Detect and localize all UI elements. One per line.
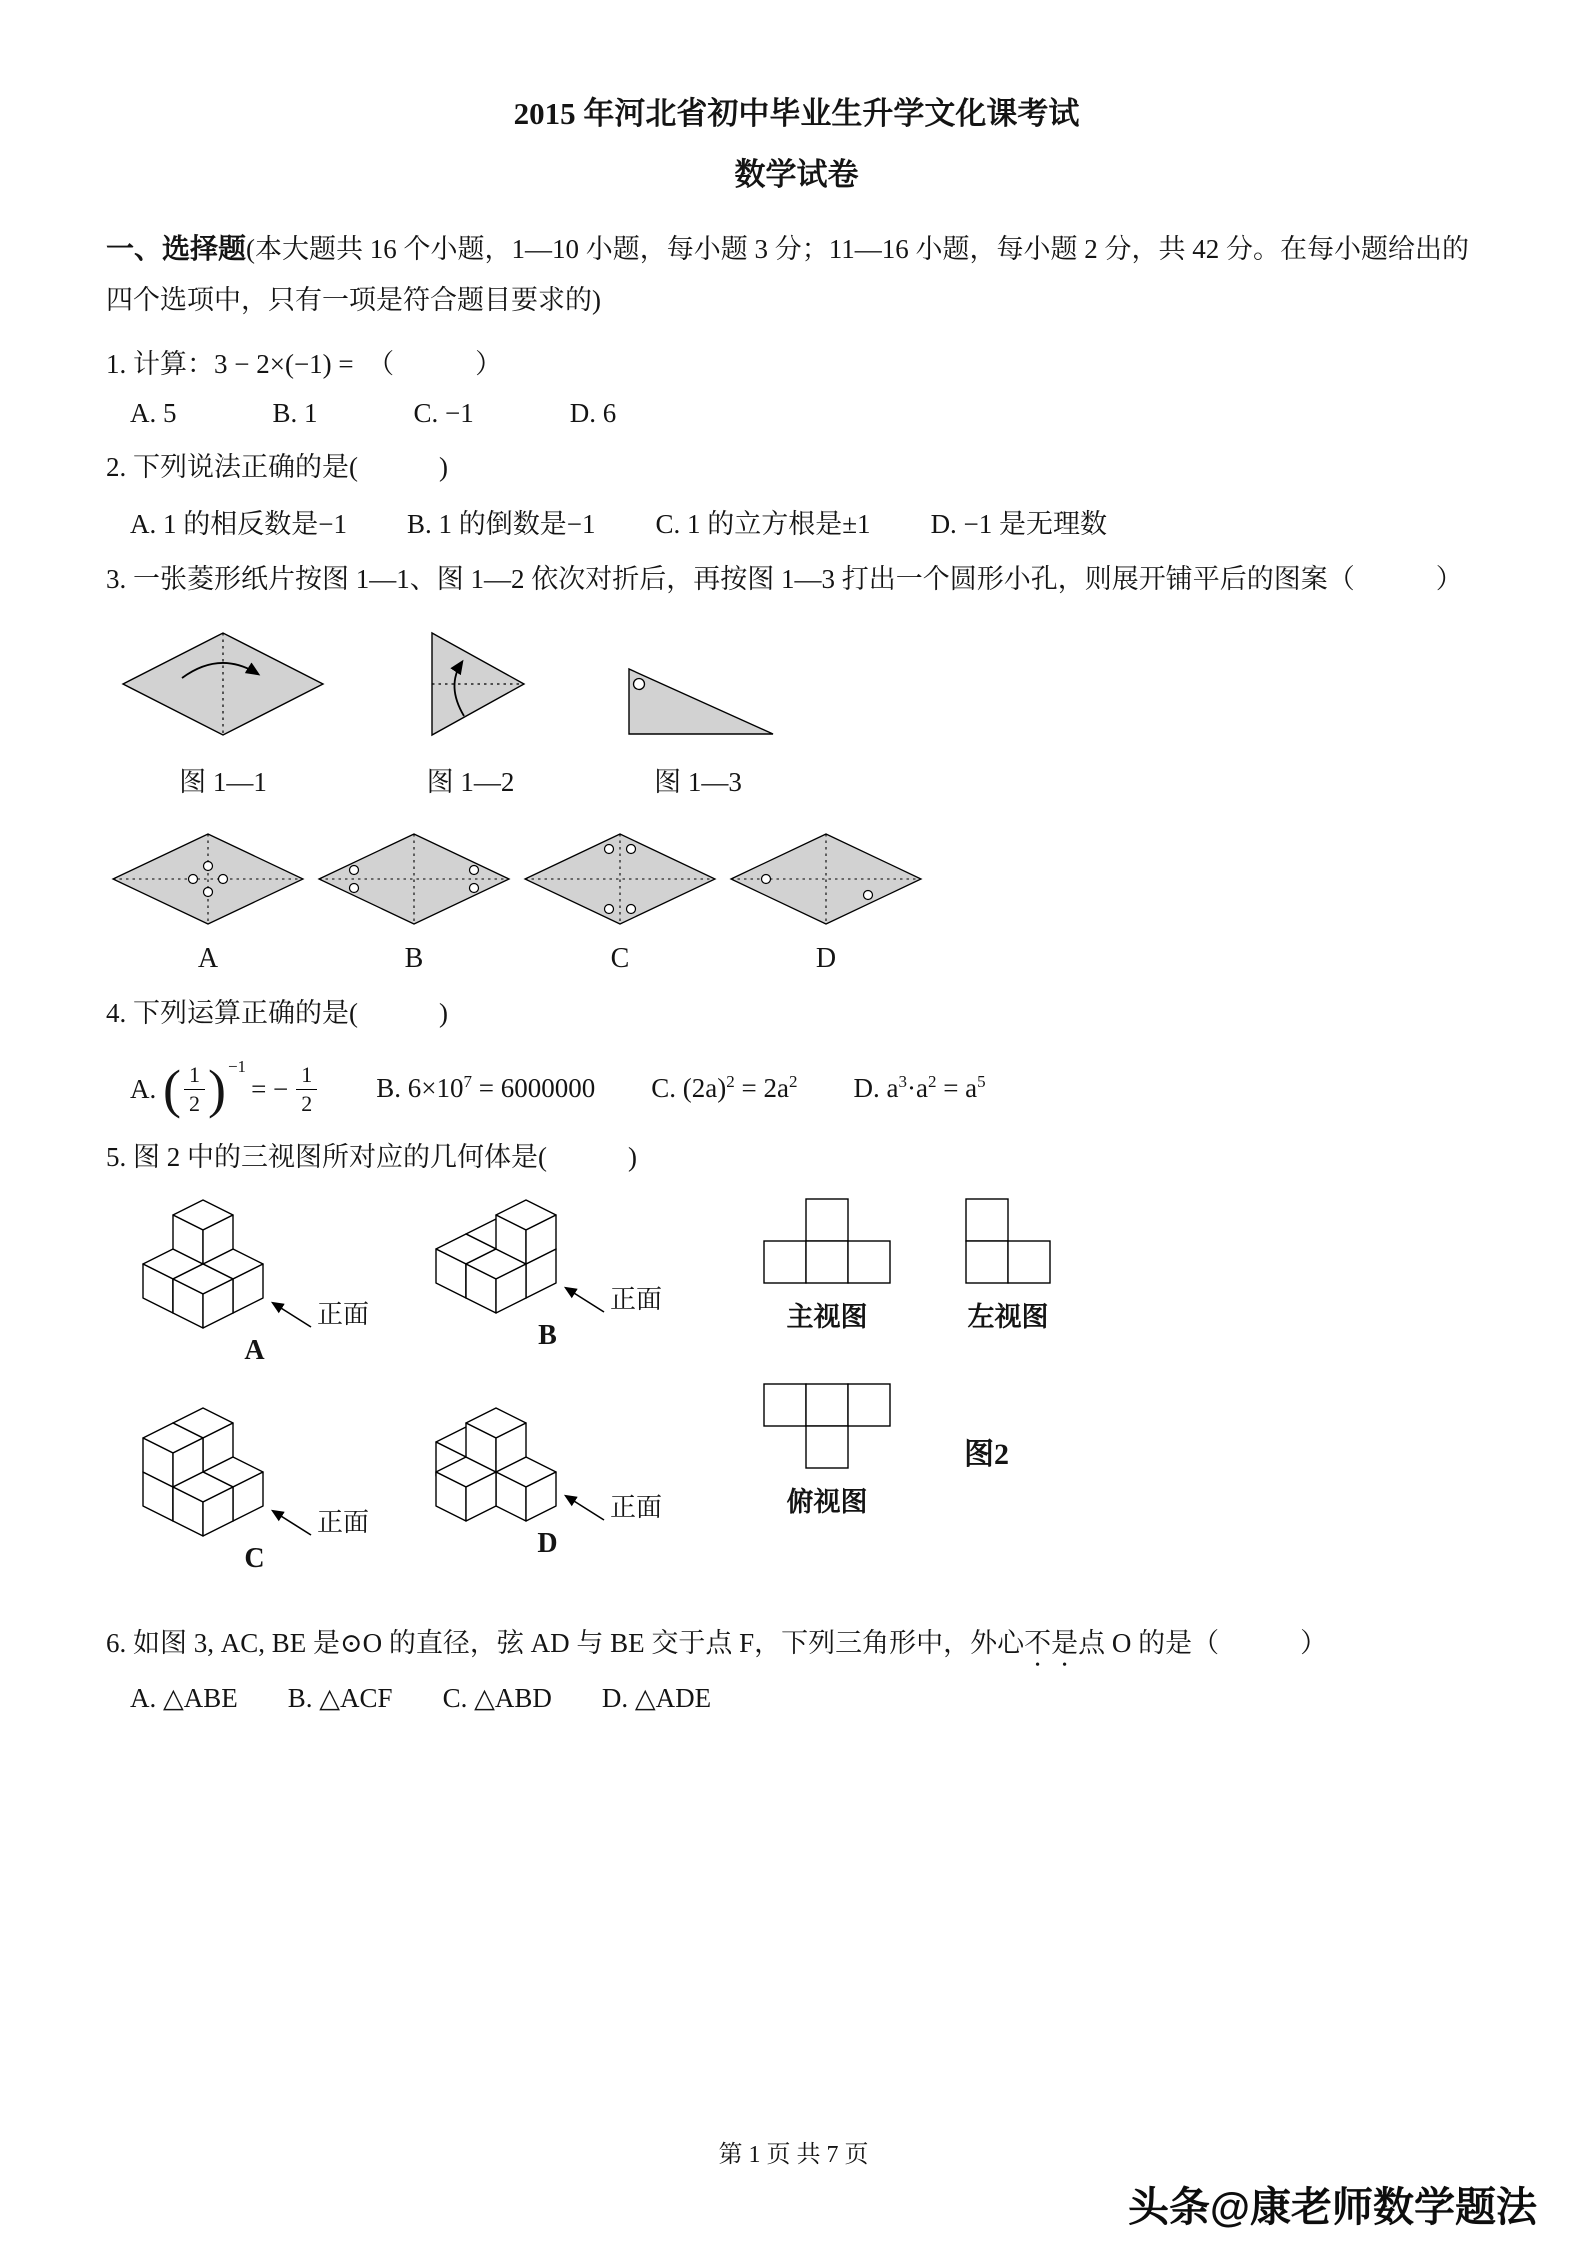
- front-arrow-icon: [557, 1282, 609, 1316]
- solid-letter-b: B: [538, 1320, 557, 1352]
- views-bottom-row: [762, 1382, 1052, 1519]
- section-1-title: 一、选择题: [106, 234, 247, 265]
- q3-option-figure-a: [108, 829, 308, 975]
- solid-figure-d: [433, 1405, 662, 1575]
- fraction-denominator: 2: [188, 1091, 200, 1117]
- q1-option-a: A. 5: [130, 398, 177, 429]
- fraction-denominator: 2: [301, 1091, 313, 1117]
- big-paren-close: ): [207, 1058, 226, 1119]
- expression-text: D. a: [853, 1072, 899, 1103]
- front-face-label: 正面: [317, 1508, 370, 1538]
- question-2-text: 2. 下列说法正确的是( ): [106, 452, 448, 483]
- q4-option-d: [853, 1072, 985, 1104]
- q2-option-a: A. 1 的相反数是−1: [130, 508, 347, 539]
- question-1-options: [106, 398, 1487, 429]
- front-face-label: 正面: [610, 1285, 663, 1315]
- q2-option-d: D. −1 是无理数: [930, 508, 1108, 539]
- q3-answer-options: [108, 829, 1487, 975]
- solid-figure-b: [433, 1197, 662, 1367]
- q3-option-figure-b: [314, 829, 514, 975]
- question-2-options: [106, 502, 1487, 541]
- q1-option-b: B. 1: [272, 398, 318, 429]
- solid-a-drawing: [140, 1197, 266, 1331]
- front-face-label: 正面: [610, 1493, 663, 1523]
- punched-hole: [634, 678, 645, 689]
- views-top-row: [762, 1197, 1052, 1334]
- front-face-tag: [557, 1487, 662, 1524]
- front-face-tag: [264, 1294, 369, 1331]
- triangle-punch-drawing-3: [613, 660, 783, 746]
- solid-c-row: [140, 1405, 369, 1539]
- front-view-label: 主视图: [786, 1302, 868, 1333]
- q3-option-letter-b: B: [404, 942, 424, 974]
- q6-option-b: B. △ACF: [287, 1683, 393, 1714]
- fraction-numerator: 1: [296, 1063, 317, 1090]
- triangle-fold-drawing-2: [408, 624, 533, 746]
- watermark-text: 头条@康老师数学题法: [1128, 2184, 1537, 2230]
- question-4-text: 4. 下列运算正确的是( ): [106, 997, 448, 1028]
- q1-option-c: C. −1: [413, 398, 474, 429]
- q2-option-b: B. 1 的倒数是−1: [406, 508, 596, 539]
- front-view-drawing: [762, 1197, 892, 1285]
- top-view-label: 俯视图: [786, 1487, 868, 1518]
- exponent: 7: [463, 1071, 473, 1091]
- solid-letter-c: C: [244, 1543, 265, 1575]
- q4-option-c: [651, 1072, 797, 1104]
- big-paren-open: (: [163, 1058, 181, 1119]
- fold-figure-3-label: 图 1—3: [654, 766, 742, 797]
- expression-text: = 6000000: [472, 1072, 596, 1103]
- section-1-heading: [106, 224, 1487, 326]
- q3-fold-figures: [118, 624, 1487, 799]
- solid-b-row: [433, 1197, 662, 1316]
- exponent: −1: [227, 1057, 247, 1077]
- exam-title: 2015 年河北省初中毕业生升学文化课考试: [513, 96, 1080, 131]
- answer-rhombus-a: [108, 829, 308, 929]
- front-arrow-icon: [264, 1505, 316, 1539]
- page-number: 第 1 页 共 7 页: [718, 2142, 869, 2168]
- q5-solid-options: [140, 1197, 662, 1575]
- q3-option-letter-c: C: [610, 942, 630, 974]
- section-1-description: (本大题共 16 个小题，1—10 小题，每小题 3 分；11—16 小题，每小题 2 分，共 42 分。在每小题给出的四个选项中，只有一项是符合题目要求的): [106, 234, 1470, 315]
- expression-text: ·a: [906, 1072, 928, 1103]
- solid-letter-d: D: [537, 1528, 558, 1560]
- exponent: 3: [898, 1071, 907, 1091]
- expression-text: = a: [936, 1072, 978, 1103]
- fold-figure-3: [613, 660, 783, 799]
- equals-sign: = −: [251, 1074, 289, 1105]
- q6-text-pre: 6. 如图 3, AC, BE 是⊙O 的直径，弦 AD 与 BE 交于点 F，下列三角形中，外心: [106, 1628, 1025, 1659]
- exponent: 2: [927, 1071, 937, 1091]
- q4-option-b: [376, 1072, 595, 1104]
- left-view-figure: [964, 1197, 1052, 1334]
- question-3-text: 3. 一张菱形纸片按图 1—1、图 1—2 依次对折后，再按图 1—3 打出一个圆形小孔，则展开铺平后的图案（ ）: [106, 563, 1463, 594]
- q6-option-c: C. △ABD: [442, 1683, 552, 1714]
- expression-text: = 2a: [734, 1072, 789, 1103]
- q6-text-post: 点 O 的是（ ）: [1078, 1628, 1328, 1659]
- exponent: 2: [726, 1071, 735, 1091]
- three-views-block: [762, 1197, 1052, 1519]
- fold-figure-1: [118, 624, 328, 799]
- fold-figure-1-label: 图 1—1: [179, 766, 267, 797]
- question-6-text: [106, 1619, 1487, 1673]
- front-view-figure: [762, 1197, 892, 1334]
- q6-option-a: A. △ABE: [130, 1683, 238, 1714]
- q6-option-d: D. △ADE: [601, 1683, 712, 1714]
- rhombus-fold-drawing-1: [118, 624, 328, 746]
- solid-d-row: [433, 1405, 662, 1524]
- q4-option-a: [130, 1057, 320, 1118]
- question-4-options: [106, 1057, 1487, 1118]
- expression-text: C. (2a): [651, 1072, 727, 1103]
- question-6-options: [106, 1683, 1487, 1714]
- option-label: A.: [130, 1074, 157, 1105]
- q3-option-letter-a: A: [197, 942, 219, 974]
- front-face-tag: [264, 1502, 369, 1539]
- fraction-one-half: [184, 1063, 205, 1116]
- exponent: 2: [788, 1071, 798, 1091]
- answer-rhombus-c: [520, 829, 720, 929]
- q1-option-d: D. 6: [569, 398, 617, 429]
- front-face-tag: [557, 1279, 662, 1316]
- answer-rhombus-b: [314, 829, 514, 929]
- solid-figure-a: [140, 1197, 369, 1367]
- q5-figure-area: [140, 1197, 1487, 1575]
- top-view-figure: [762, 1382, 892, 1519]
- solid-letter-a: A: [244, 1335, 265, 1367]
- exam-subtitle: 数学试卷: [734, 157, 859, 192]
- figure-2-caption: 图2: [964, 1437, 1010, 1471]
- q6-emphasized-text: 不是: [1024, 1628, 1079, 1659]
- front-face-label: 正面: [317, 1300, 370, 1330]
- left-view-label: 左视图: [967, 1302, 1049, 1333]
- expression-text: B. 6×10: [376, 1072, 464, 1103]
- fold-figure-2-label: 图 1—2: [426, 766, 515, 797]
- q2-option-c: C. 1 的立方根是±1: [655, 508, 871, 539]
- solid-a-row: [140, 1197, 369, 1331]
- front-arrow-icon: [557, 1490, 609, 1524]
- solid-d-drawing: [433, 1405, 559, 1524]
- fold-figure-2: [408, 624, 533, 799]
- solid-figure-c: [140, 1405, 369, 1575]
- top-view-drawing: [762, 1382, 892, 1470]
- answer-rhombus-d: [726, 829, 926, 929]
- solid-b-drawing: [433, 1197, 559, 1316]
- q3-option-figure-d: [726, 829, 926, 975]
- question-1-text: 1. 计算：3 − 2×(−1) = （ ）: [106, 348, 503, 379]
- exponent: 5: [977, 1071, 986, 1091]
- left-view-drawing: [964, 1197, 1052, 1285]
- fraction-numerator: 1: [184, 1063, 205, 1090]
- q3-option-figure-c: [520, 829, 720, 975]
- solid-c-drawing: [140, 1405, 266, 1539]
- fraction-one-half-result: [296, 1063, 317, 1116]
- front-arrow-icon: [264, 1297, 316, 1331]
- question-5-text: 5. 图 2 中的三视图所对应的几何体是( ): [106, 1141, 637, 1172]
- q3-option-letter-d: D: [815, 942, 837, 974]
